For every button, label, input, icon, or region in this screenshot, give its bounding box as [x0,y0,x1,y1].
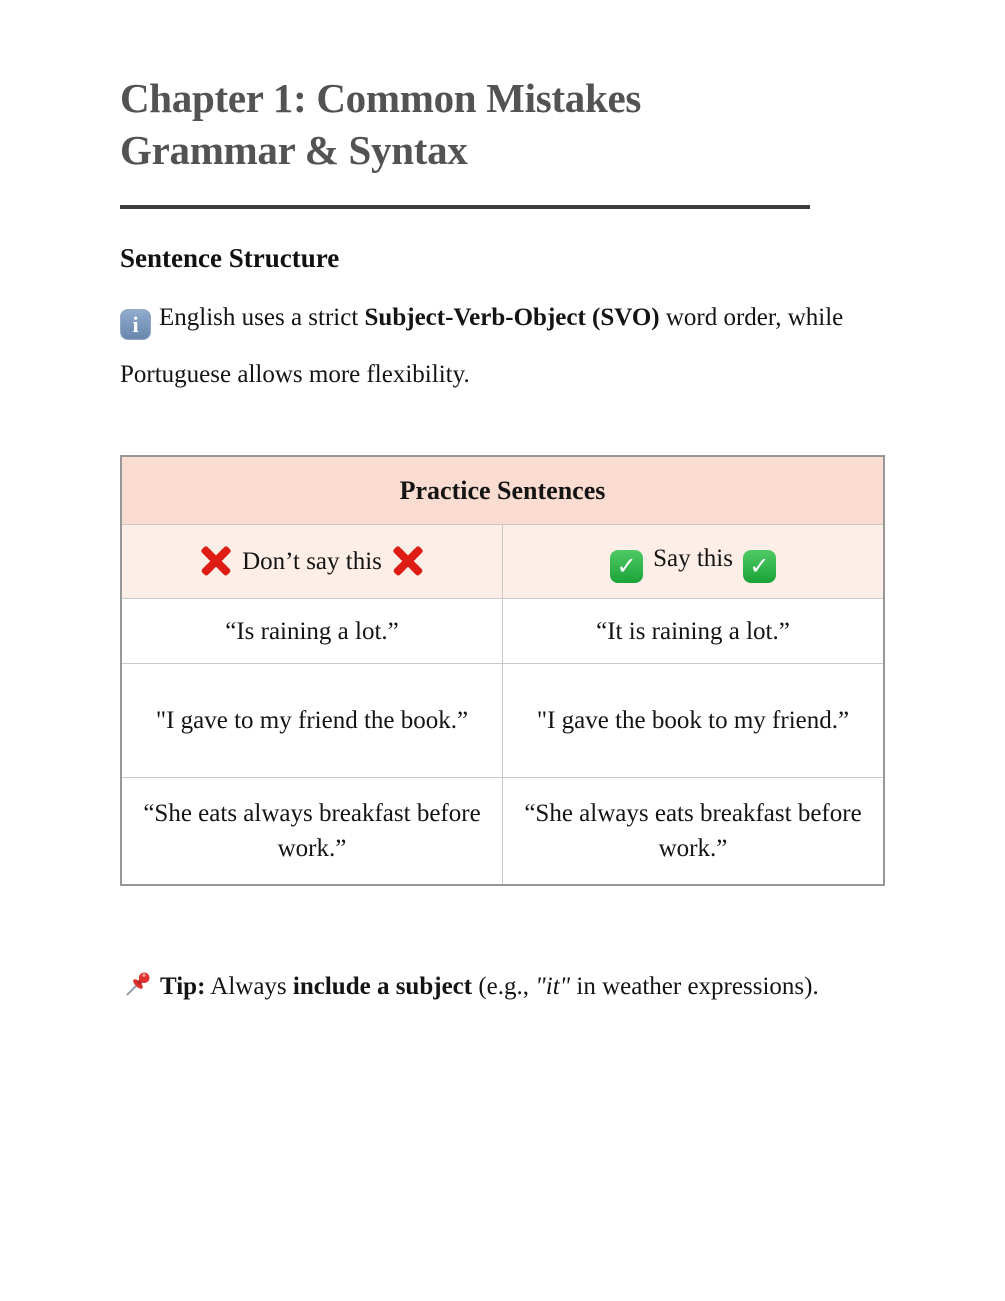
tip-text-2: (e.g., [472,973,536,1000]
table-title-row [121,456,884,525]
practice-sentences-table [120,455,885,886]
info-paragraph [120,289,885,403]
column-header-dont-say [121,525,503,599]
page-title-line-2: Grammar & Syntax [120,127,468,173]
information-icon-glyph: i [132,312,139,337]
pushpin-icon [120,968,154,1002]
table-row [121,599,884,664]
cross-mark-icon [392,544,424,576]
tip-label: Tip: [160,973,206,1000]
table-cell-right-2: "I gave the book to my friend.” [503,664,885,778]
tip-text-1: Always [205,973,293,1000]
section-heading: Sentence Structure [120,243,340,273]
page-title-line-1: Chapter 1: Common Mistakes [120,75,641,121]
check-mark-glyph: ✓ [616,551,637,580]
tip-bold-1: include a subject [292,973,473,1000]
table-cell-right-1: “It is raining a lot.” [503,599,885,664]
info-text-2: word order, while Portuguese allows more flexibility. [120,304,844,388]
tip-paragraph [120,958,885,1016]
table-row [121,664,884,778]
column-header-dont-say-label: Don’t say this [242,548,382,575]
table-cell-wrong-2: "I gave to my friend the book.” [121,664,503,778]
tip-text-3: in weather expressions). [570,973,819,1000]
info-text-1: English uses a strict [159,304,365,331]
cross-mark-icon [200,544,232,576]
column-header-say-this-label: Say this [653,544,733,572]
table-cell-wrong-1: “Is raining a lot.” [121,599,503,664]
check-mark-glyph: ✓ [749,551,770,580]
check-mark-icon [743,550,776,583]
table-cell-wrong-3: “She eats always breakfast before work.” [121,778,503,886]
table-title-cell: Practice Sentences [121,456,884,525]
table-header-row [121,525,884,599]
table-cell-right-3: “She always eats breakfast before work.” [503,778,885,886]
check-mark-icon [610,550,643,583]
divider-rule [120,205,810,209]
page-title [120,0,885,176]
column-header-say-this [503,525,885,599]
information-icon [120,309,151,340]
table-row [121,778,884,886]
tip-italic-it: "it" [535,973,571,1000]
info-bold-svo: Subject-Verb-Object (SVO) [364,304,660,331]
